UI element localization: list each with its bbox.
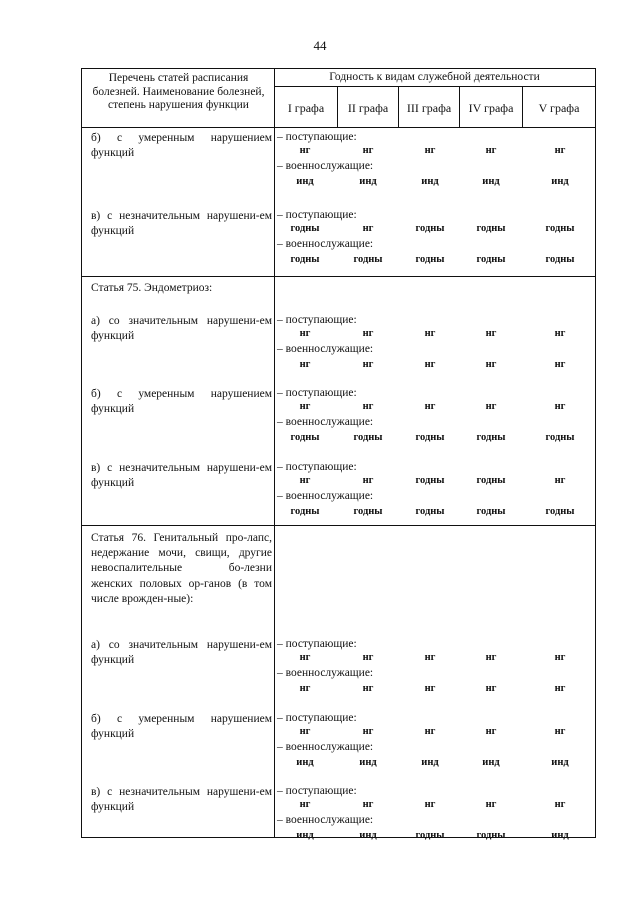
applicants-value: нг: [485, 401, 497, 412]
servicemen-label: – военнослужащие:: [277, 160, 374, 172]
servicemen-value: годны: [476, 506, 506, 517]
servicemen-value: годны: [290, 432, 320, 443]
column-header-3: III графа: [406, 101, 452, 115]
applicants-label: – поступающие:: [277, 638, 357, 650]
servicemen-value: нг: [554, 359, 566, 370]
servicemen-value: годны: [476, 432, 506, 443]
row-description: б) с умеренным нарушением функций: [91, 388, 272, 416]
servicemen-value: инд: [421, 757, 439, 768]
applicants-value: нг: [362, 328, 374, 339]
row-description: Статья 76. Генитальный про-лапс, недержание мочи, свищи, другие невоспалительные бо-лезни женских половых ор-ганов (в том числе врожден-ные):: [91, 532, 272, 605]
row-description: б) с умеренным нарушением функций: [91, 132, 272, 160]
column-header-2: II графа: [347, 101, 389, 115]
applicants-value: годны: [290, 223, 320, 234]
header-subline: [274, 86, 595, 87]
servicemen-label: – военнослужащие:: [277, 490, 374, 502]
applicants-value: нг: [362, 145, 374, 156]
applicants-value: годны: [415, 475, 445, 486]
servicemen-value: инд: [551, 176, 569, 187]
servicemen-value: инд: [482, 757, 500, 768]
header-right-title: Годность к видам служебной деятельности: [329, 71, 540, 83]
applicants-value: нг: [362, 223, 374, 234]
servicemen-label: – военнослужащие:: [277, 238, 374, 250]
applicants-value: годны: [476, 223, 506, 234]
applicants-value: нг: [362, 475, 374, 486]
servicemen-label: – военнослужащие:: [277, 416, 374, 428]
row-description: в) с незначительным нарушени-ем функций: [91, 786, 272, 814]
servicemen-value: годны: [415, 254, 445, 265]
applicants-label: – поступающие:: [277, 314, 357, 326]
servicemen-value: инд: [482, 176, 500, 187]
applicants-value: нг: [424, 145, 436, 156]
applicants-value: нг: [362, 799, 374, 810]
applicants-value: нг: [362, 401, 374, 412]
servicemen-label: – военнослужащие:: [277, 667, 374, 679]
applicants-label: – поступающие:: [277, 209, 357, 221]
applicants-value: нг: [299, 328, 311, 339]
applicants-value: нг: [299, 401, 311, 412]
applicants-value: нг: [554, 475, 566, 486]
column-header-4: IV графа: [468, 101, 514, 115]
applicants-value: нг: [424, 328, 436, 339]
applicants-value: нг: [424, 799, 436, 810]
servicemen-value: нг: [362, 359, 374, 370]
servicemen-value: годны: [545, 432, 575, 443]
applicants-value: нг: [362, 726, 374, 737]
servicemen-value: нг: [424, 359, 436, 370]
row-description: Статья 75. Эндометриоз:: [91, 282, 213, 294]
applicants-value: нг: [554, 328, 566, 339]
servicemen-value: годны: [353, 432, 383, 443]
applicants-value: нг: [424, 401, 436, 412]
servicemen-value: инд: [359, 757, 377, 768]
applicants-value: нг: [424, 652, 436, 663]
servicemen-value: годны: [415, 830, 445, 841]
applicants-value: нг: [554, 799, 566, 810]
applicants-value: нг: [362, 652, 374, 663]
applicants-value: нг: [299, 799, 311, 810]
servicemen-value: нг: [424, 683, 436, 694]
row-description: а) со значительным нарушени-ем функций: [91, 315, 272, 343]
applicants-value: годны: [476, 475, 506, 486]
applicants-value: нг: [485, 726, 497, 737]
servicemen-value: инд: [421, 176, 439, 187]
servicemen-value: годны: [415, 506, 445, 517]
applicants-label: – поступающие:: [277, 387, 357, 399]
applicants-label: – поступающие:: [277, 131, 357, 143]
applicants-value: нг: [485, 328, 497, 339]
column-header-5: V графа: [538, 101, 580, 115]
servicemen-value: годны: [476, 254, 506, 265]
applicants-value: нг: [299, 726, 311, 737]
servicemen-label: – военнослужащие:: [277, 741, 374, 753]
servicemen-label: – военнослужащие:: [277, 343, 374, 355]
servicemen-value: нг: [362, 683, 374, 694]
applicants-value: годны: [415, 223, 445, 234]
applicants-value: нг: [554, 726, 566, 737]
servicemen-value: нг: [485, 683, 497, 694]
section-line-75: [82, 276, 595, 277]
servicemen-value: нг: [299, 683, 311, 694]
applicants-value: нг: [299, 145, 311, 156]
applicants-value: нг: [554, 145, 566, 156]
servicemen-value: годны: [415, 432, 445, 443]
page-number: 44: [313, 38, 327, 53]
applicants-value: нг: [299, 475, 311, 486]
servicemen-value: годны: [476, 830, 506, 841]
servicemen-value: инд: [296, 830, 314, 841]
column-header-1: I графа: [287, 101, 325, 115]
applicants-value: нг: [554, 652, 566, 663]
servicemen-value: инд: [551, 757, 569, 768]
servicemen-value: нг: [299, 359, 311, 370]
applicants-value: нг: [485, 652, 497, 663]
header-bottom-line: [82, 127, 595, 128]
applicants-value: нг: [424, 726, 436, 737]
applicants-value: нг: [485, 799, 497, 810]
servicemen-value: нг: [485, 359, 497, 370]
applicants-value: нг: [299, 652, 311, 663]
servicemen-label: – военнослужащие:: [277, 814, 374, 826]
row-description: а) со значительным нарушени-ем функций: [91, 639, 272, 667]
section-line-76: [82, 525, 595, 526]
servicemen-value: инд: [296, 757, 314, 768]
servicemen-value: инд: [551, 830, 569, 841]
servicemen-value: годны: [545, 254, 575, 265]
servicemen-value: инд: [359, 830, 377, 841]
servicemen-value: инд: [359, 176, 377, 187]
servicemen-value: годны: [353, 506, 383, 517]
row-description: б) с умеренным нарушением функций: [91, 713, 272, 741]
servicemen-value: годны: [353, 254, 383, 265]
row-description: в) с незначительным нарушени-ем функций: [91, 462, 272, 490]
applicants-value: нг: [554, 401, 566, 412]
servicemen-value: годны: [290, 254, 320, 265]
applicants-label: – поступающие:: [277, 785, 357, 797]
header-left-caption: Перечень статей расписания болезней. Наименование болезней, степень нарушения функции: [92, 72, 265, 111]
fitness-table: [81, 68, 596, 841]
row-description: в) с незначительным нарушени-ем функций: [91, 210, 272, 238]
servicemen-value: инд: [296, 176, 314, 187]
applicants-label: – поступающие:: [277, 712, 357, 724]
servicemen-value: годны: [290, 506, 320, 517]
applicants-value: нг: [485, 145, 497, 156]
applicants-value: годны: [545, 223, 575, 234]
servicemen-value: нг: [554, 683, 566, 694]
servicemen-value: годны: [545, 506, 575, 517]
applicants-label: – поступающие:: [277, 461, 357, 473]
